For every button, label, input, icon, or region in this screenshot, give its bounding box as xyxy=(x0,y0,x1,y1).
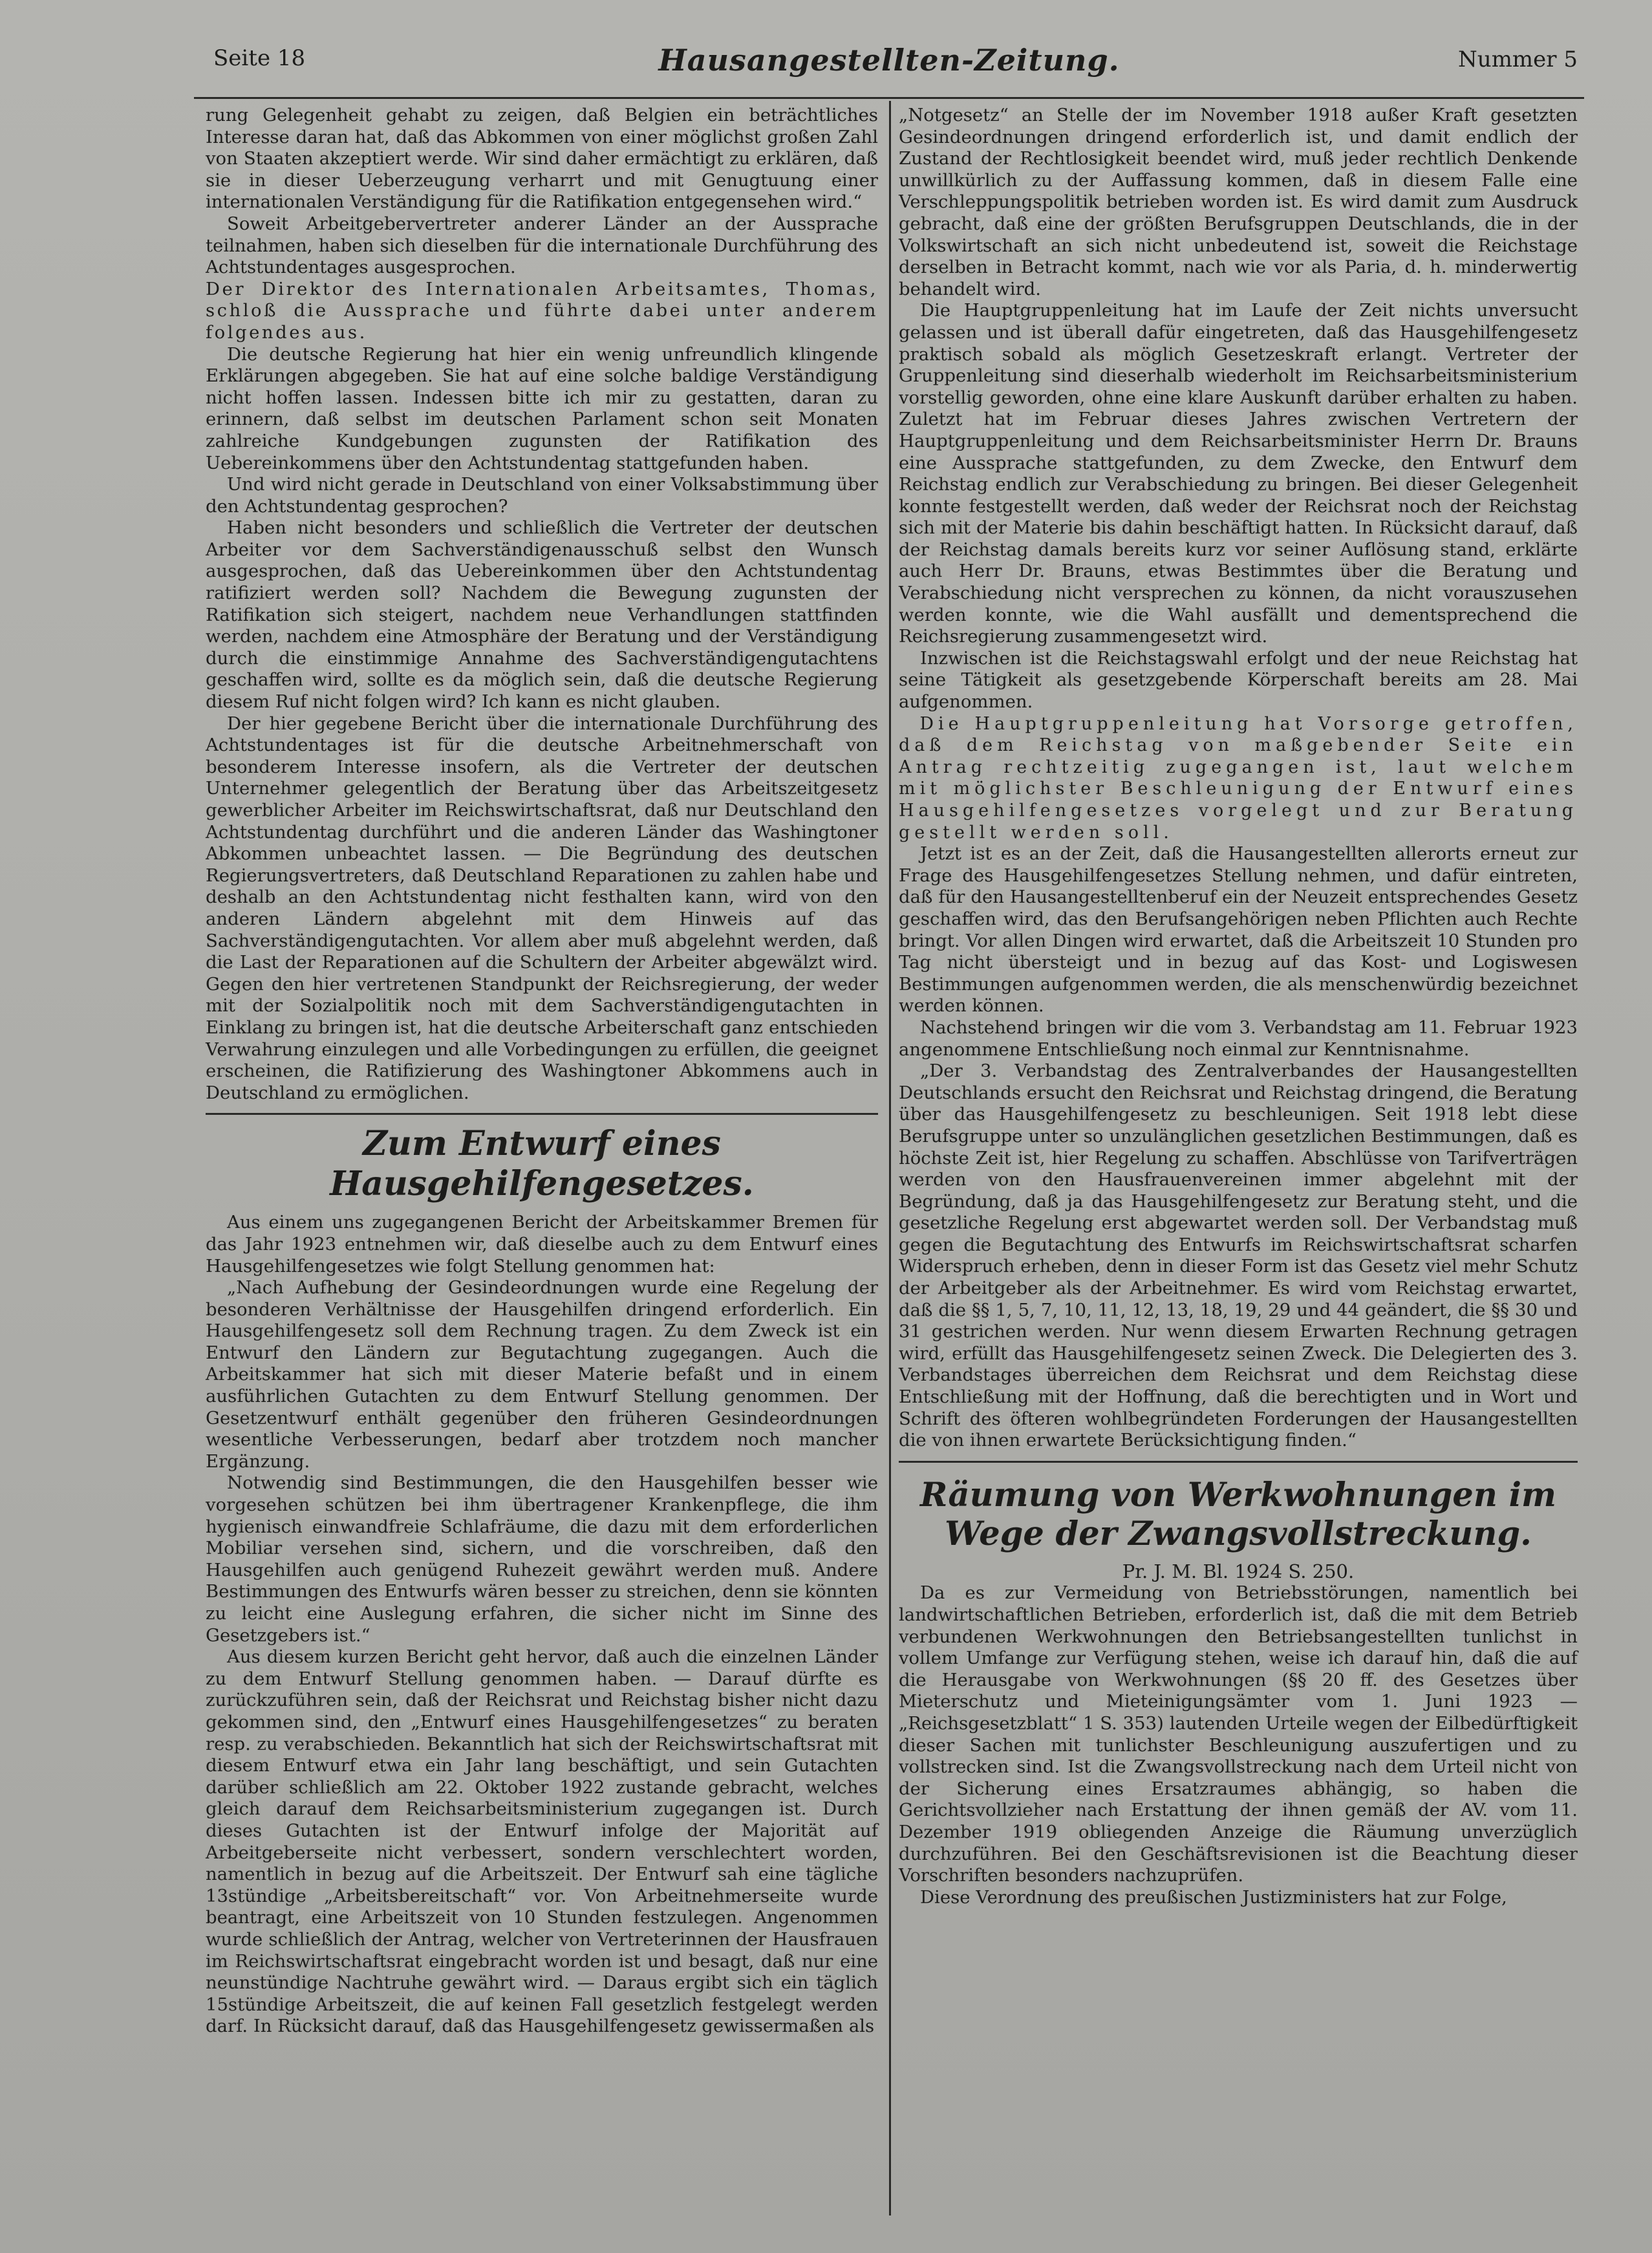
issue-number: Nummer 5 xyxy=(1458,47,1578,72)
paragraph: „Der 3. Verbandstag des Zentralverbandes der Hausangestellten Deutschlands ersucht den Reichsrat und Reichstag dringend, die Beratung über das Hausgehilfengesetz zu beschleunigen. Seit 1918 lebt diese Berufsgruppe unter so unzulänglichen gesetzlichen Bestimmungen, daß es höchste Zeit ist, hier Regelung zu schaffen. Abschlüsse von Tarifverträgen werden von den Hausfrauenvereinen immer abgelehnt mit der Begründung, daß ja das Hausgehilfengesetz zur Beratung steht, und die gesetzliche Regelung erst abgewartet werden soll. Der Verbandstag muß gegen die Begutachtung des Entwurfs im Reichswirtschaftsrat scharfen Widerspruch erheben, denn in dieser Form ist das Gesetz viel mehr Schutz der Arbeitgeber als der Arbeitnehmer. Es wird vom Reichstag erwartet, daß die §§ 1, 5, 7, 10, 11, 12, 13, 18, 19, 29 und 44 geändert, die §§ 30 und 31 gestrichen werden. Nur wenn diesem Erwarten Rechnung getragen wird, erfüllt das Hausgehilfengesetz seinen Zweck. Die Delegierten des 3. Verbandstages überreichen dem Reichsrat und dem Reichstag diese Entschließung mit der Hoffnung, daß die berechtigten und in Wort und Schrift des öfteren wohlbegründeten Forderungen der Hausangestellten die von ihnen erwartete Berücksichtigung finden.“ xyxy=(899,1061,1578,1451)
column-divider xyxy=(889,101,891,2215)
paragraph: Jetzt ist es an der Zeit, daß die Hausangestellten allerorts erneut zur Frage des Hausgehilfengesetzes Stellung nehmen, und dafür eintreten, daß für den Hausangestelltenberuf ein der Neuzeit entsprechendes Gesetz geschaffen wird, das den Berufsangehörigen neben Pflichten auch Rechte bringt. Vor allen Dingen wird erwartet, daß die Arbeitszeit 10 Stunden pro Tag nicht übersteigt und in bezug auf das Kost- und Logiswesen Bestimmungen aufgenommen werden, die als menschenwürdig bezeichnet werden können. xyxy=(899,843,1578,1017)
paragraph: „Nach Aufhebung der Gesindeordnungen wurde eine Regelung der besonderen Verhältnisse der Hausgehilfen dringend erforderlich. Ein Hausgehilfengesetz soll dem Rechnung tragen. Zu dem Zweck ist ein Entwurf den Ländern zur Begutachtung zugegangen. Auch die Arbeitskammer hat sich mit dieser Materie befaßt und in einem ausführlichen Gutachten zu dem Entwurf Stellung genommen. Der Gesetzentwurf enthält gegenüber den früheren Gesindeordnungen wesentliche Verbesserungen, bedarf aber trotzdem noch mancher Ergänzung. xyxy=(206,1277,878,1472)
paragraph: „Notgesetz“ an Stelle der im November 1918 außer Kraft gesetzten Gesindeordnungen dringend erforderlich ist, und damit endlich der Zustand der Rechtlosigkeit beendet wird, muß jeder rechtlich Denkende unwillkürlich zu der Auffassung kommen, daß in diesem Falle eine Verschleppungspolitik betrieben worden ist. Es wird damit zum Ausdruck gebracht, daß eine der größten Berufsgruppen Deutschlands, die in der Volkswirtschaft an sich nicht unbedeutend ist, soweit die Reichstage derselben in Betracht kommt, nach wie vor als Paria, d. h. minderwertig behandelt wird. xyxy=(899,105,1578,299)
article-heading: Zum Entwurf eines Hausgehilfengesetzes. xyxy=(330,1124,754,1204)
header-rule xyxy=(194,97,1584,99)
paragraph: Die Hauptgruppenleitung hat im Laufe der Zeit nichts unversucht gelassen und ist überall dafür eingetreten, daß das Hausgehilfengesetz praktisch sobald als möglich Gesetzeskraft erlangt. Vertreter der Gruppenleitung sind dieserhalb wiederholt im Reichsarbeitsministerium vorstellig geworden, ohne eine klare Auskunft darüber erhalten zu haben. Zuletzt hat im Februar dieses Jahres zwischen Vertretern der Hauptgruppenleitung und dem Reichsarbeitsminister Herrn Dr. Brauns eine Aussprache stattgefunden, zu dem Zwecke, den Entwurf dem Reichstag endlich zur Verabschiedung zu bringen. Bei dieser Gelegenheit konnte festgestellt werden, daß weder der Reichsrat noch der Reichstag sich mit der Materie bis dahin beschäftigt hatten. In Rücksicht darauf, daß der Reichstag damals bereits kurz vor seiner Auflösung stand, erklärte auch Herr Dr. Brauns, etwas Bestimmtes über die Beratung und Verabschiedung nicht versprechen zu können, da nicht vorauszusehen werden konnte, wie die Wahl ausfällt und dementsprechend die Reichsregierung zusammengesetzt wird. xyxy=(899,300,1578,647)
journal-title: Hausangestellten-Zeitung. xyxy=(658,43,1120,78)
paragraph: Aus diesem kurzen Bericht geht hervor, daß auch die einzelnen Länder zu dem Entwurf Stellung genommen haben. — Darauf dürfte es zurückzuführen sein, daß der Reichsrat und Reichstag bisher nicht dazu gekommen sind, den „Entwurf eines Hausgehilfengesetzes“ zu beraten resp. zu verabschieden. Bekanntlich hat sich der Reichswirtschaftsrat mit diesem Entwurf etwa ein Jahr lang beschäftigt, und sein Gutachten darüber schließlich am 22. Oktober 1922 zustande gebracht, welches gleich darauf dem Reichsarbeitsministerium zugegangen ist. Durch dieses Gutachten ist der Entwurf infolge der Majorität auf Arbeitgeberseite nicht verbessert, sondern verschlechtert worden, namentlich in bezug auf die Arbeitszeit. Der Entwurf sah eine tägliche 13stündige „Arbeitsbereitschaft“ vor. Von Arbeitnehmerseite wurde beantragt, eine Arbeitszeit von 10 Stunden festzulegen. Angenommen wurde schließlich der Antrag, welcher von Vertreterinnen der Hausfrauen im Reichswirtschaftsrat eingebracht worden ist und besagt, daß nur eine neunstündige Nachtruhe gewährt wird. — Daraus ergibt sich ein täglich 15stündige Arbeitszeit, die auf keinen Fall gesetzlich festgelegt werden darf. In Rücksicht darauf, daß das Hausgehilfengesetz gewissermaßen als xyxy=(206,1646,878,2037)
paragraph: Die deutsche Regierung hat hier ein wenig unfreundlich klingende Erklärungen abgegeben. Sie hat auf eine solche baldige Verständigung nicht hoffen lassen. Indessen bitte ich mir zu gestatten, daran zu erinnern, daß selbst im deutschen Parlament schon seit Monaten zahlreiche Kundgebungen zugunsten der Ratifikation des Uebereinkommens über den Achtstundentag stattgefunden haben. xyxy=(206,343,878,473)
spaced-paragraph: Der Direktor des Internationalen Arbeitsamtes, Thomas, schloß die Aussprache und führte dabei unter anderem folgendes aus. xyxy=(206,278,878,343)
paragraph: Da es zur Vermeidung von Betriebsstörungen, namentlich bei landwirtschaftlichen Betrieben, erforderlich ist, daß die mit dem Betrieb verbundenen Werkwohnungen den Betriebsangestellten tunlichst in vollem Umfange zur Verfügung stehen, weise ich darauf hin, daß die auf die Herausgabe von Werkwohnungen (§§ 20 ff. des Gesetzes über Mieterschutz und Mieteinigungsämter vom 1. Juni 1923 — „Reichsgesetzblatt“ 1 S. 353) lautenden Urteile wegen der Eilbedürftigkeit dieser Sachen mit tunlichster Beschleunigung auszufertigen und zu vollstrecken sind. Ist die Zwangsvollstreckung nach dem Urteil nicht von der Sicherung eines Ersatzraumes abhängig, so haben die Gerichtsvollzieher nach Erstattung der ihnen gemäß der AV. vom 11. Dezember 1919 obliegenden Anzeige die Räumung unverzüglich durchzuführen. Bei den Geschäftsrevisionen ist die Beachtung dieser Vorschriften besonders nachzuprüfen. xyxy=(899,1582,1578,1886)
paragraph: rung Gelegenheit gehabt zu zeigen, daß Belgien ein beträchtliches Interesse daran hat, daß das Abkommen von einer möglichst großen Zahl von Staaten akzeptiert werde. Wir sind daher ermächtigt zu erklären, daß sie in dieser Ueberzeugung verharrt und mit Genugtuung einer internationalen Verständigung für die Ratifikation entgegensehen wird.“ xyxy=(206,105,878,213)
spaced-paragraph: Die Hauptgruppenleitung hat Vorsorge getroffen, daß dem Reichstag von maßgebender Seite ein Antrag rechtzeitig zugegangen ist, laut welchem mit möglichster Beschleunigung der Entwurf eines Hausgehilfengesetzes vorgelegt und zur Beratung gestellt werden soll. xyxy=(899,713,1578,843)
paragraph: Diese Verordnung des preußischen Justizministers hat zur Folge, xyxy=(920,1886,1507,1908)
paragraph: Und wird nicht gerade in Deutschland von einer Volksabstimmung über den Achtstundentag gesprochen? xyxy=(206,474,878,517)
paragraph: Notwendig sind Bestimmungen, die den Hausgehilfen besser wie vorgesehen schützen bei ihm übertragener Krankenpflege, die ihm hygienisch einwandfreie Schlafräume, die dazu mit dem erforderlichen Mobiliar versehen sind, sichern, und die vorschreiben, daß den Hausgehilfen auch genügend Ruhezeit gewährt werden muß. Andere Bestimmungen des Entwurfs wären besser zu streichen, denn sie könnten zu leicht eine Auslegung erfahren, die sicher nicht im Sinne des Gesetzgebers ist.“ xyxy=(206,1472,878,1646)
source-reference: Pr. J. M. Bl. 1924 S. 250. xyxy=(1122,1560,1355,1582)
left-column xyxy=(206,105,878,2038)
paragraph: Der hier gegebene Bericht über die internationale Durchführung des Achtstundentages ist für die deutsche Arbeitnehmerschaft von besonderem Interesse insofern, als die Vertreter der deutschen Unternehmer gelegentlich der Beratung über das Arbeitszeitgesetz gewerblicher Arbeiter im Reichswirtschaftsrat, daß nur Deutschland den Achtstundentag durchführt und die anderen Länder das Washingtoner Abkommen unbeachtet lassen. — Die Begründung des deutschen Regierungsvertreters, daß Deutschland Reparationen zu zahlen habe und deshalb an den Achtstundentag nicht festhalten kann, wird von den anderen Ländern abgelehnt mit dem Hinweis auf das Sachverständigengutachten. Vor allem aber muß abgelehnt werden, daß die Last der Reparationen auf die Schultern der Arbeiter abgewälzt wird. Gegen den hier vertretenen Standpunkt der Reichsregierung, der weder mit der Sozialpolitik noch mit dem Sachverständigengutachten in Einklang zu bringen ist, hat die deutsche Arbeiterschaft ganz entschieden Verwahrung einzulegen und alle Vorbedingungen zu erfüllen, die geeignet erscheinen, die Ratifizierung des Washingtoner Abkommens auch in Deutschland zu ermöglichen. xyxy=(206,713,878,1103)
paragraph: Aus einem uns zugegangenen Bericht der Arbeitskammer Bremen für das Jahr 1923 entnehmen wir, daß dieselbe auch zu dem Entwurf eines Hausgehilfengesetzes wie folgt Stellung genommen hat: xyxy=(206,1212,878,1277)
paragraph: Nachstehend bringen wir die vom 3. Verbandstag am 11. Februar 1923 angenommene Entschließung noch einmal zur Kenntnisnahme. xyxy=(899,1017,1578,1060)
page-header xyxy=(194,41,1584,93)
paragraph: Soweit Arbeitgebervertreter anderer Länder an der Aussprache teilnahmen, haben sich dieselben für die internationale Durchführung des Achtstundentages ausgesprochen. xyxy=(206,213,878,278)
article-heading: Räumung von Werkwohnungen im Wege der Zwangsvollstreckung. xyxy=(920,1475,1556,1553)
section-rule xyxy=(206,1113,878,1115)
right-column xyxy=(899,105,1578,1908)
paragraph: Haben nicht besonders und schließlich die Vertreter der deutschen Arbeiter vor dem Sachverständigenausschuß selbst den Wunsch ausgesprochen, daß das Uebereinkommen über den Achtstundentag ratifiziert werden soll? Nachdem die Bewegung zugunsten der Ratifikation sich steigert, nachdem neue Verhandlungen stattfinden werden, nachdem eine Atmosphäre der Beratung und der Verständigung durch die einstimmige Annahme des Sachverständigengutachtens geschaffen wird, sollte es da möglich sein, daß die deutsche Regierung diesem Ruf nicht folgen wird? Ich kann es nicht glauben. xyxy=(206,517,878,713)
section-rule xyxy=(899,1461,1578,1463)
paragraph: Inzwischen ist die Reichstagswahl erfolgt und der neue Reichstag hat seine Tätigkeit als gesetzgebende Körperschaft bereits am 28. Mai aufgenommen. xyxy=(899,647,1578,713)
page-number: Seite 18 xyxy=(213,45,306,71)
